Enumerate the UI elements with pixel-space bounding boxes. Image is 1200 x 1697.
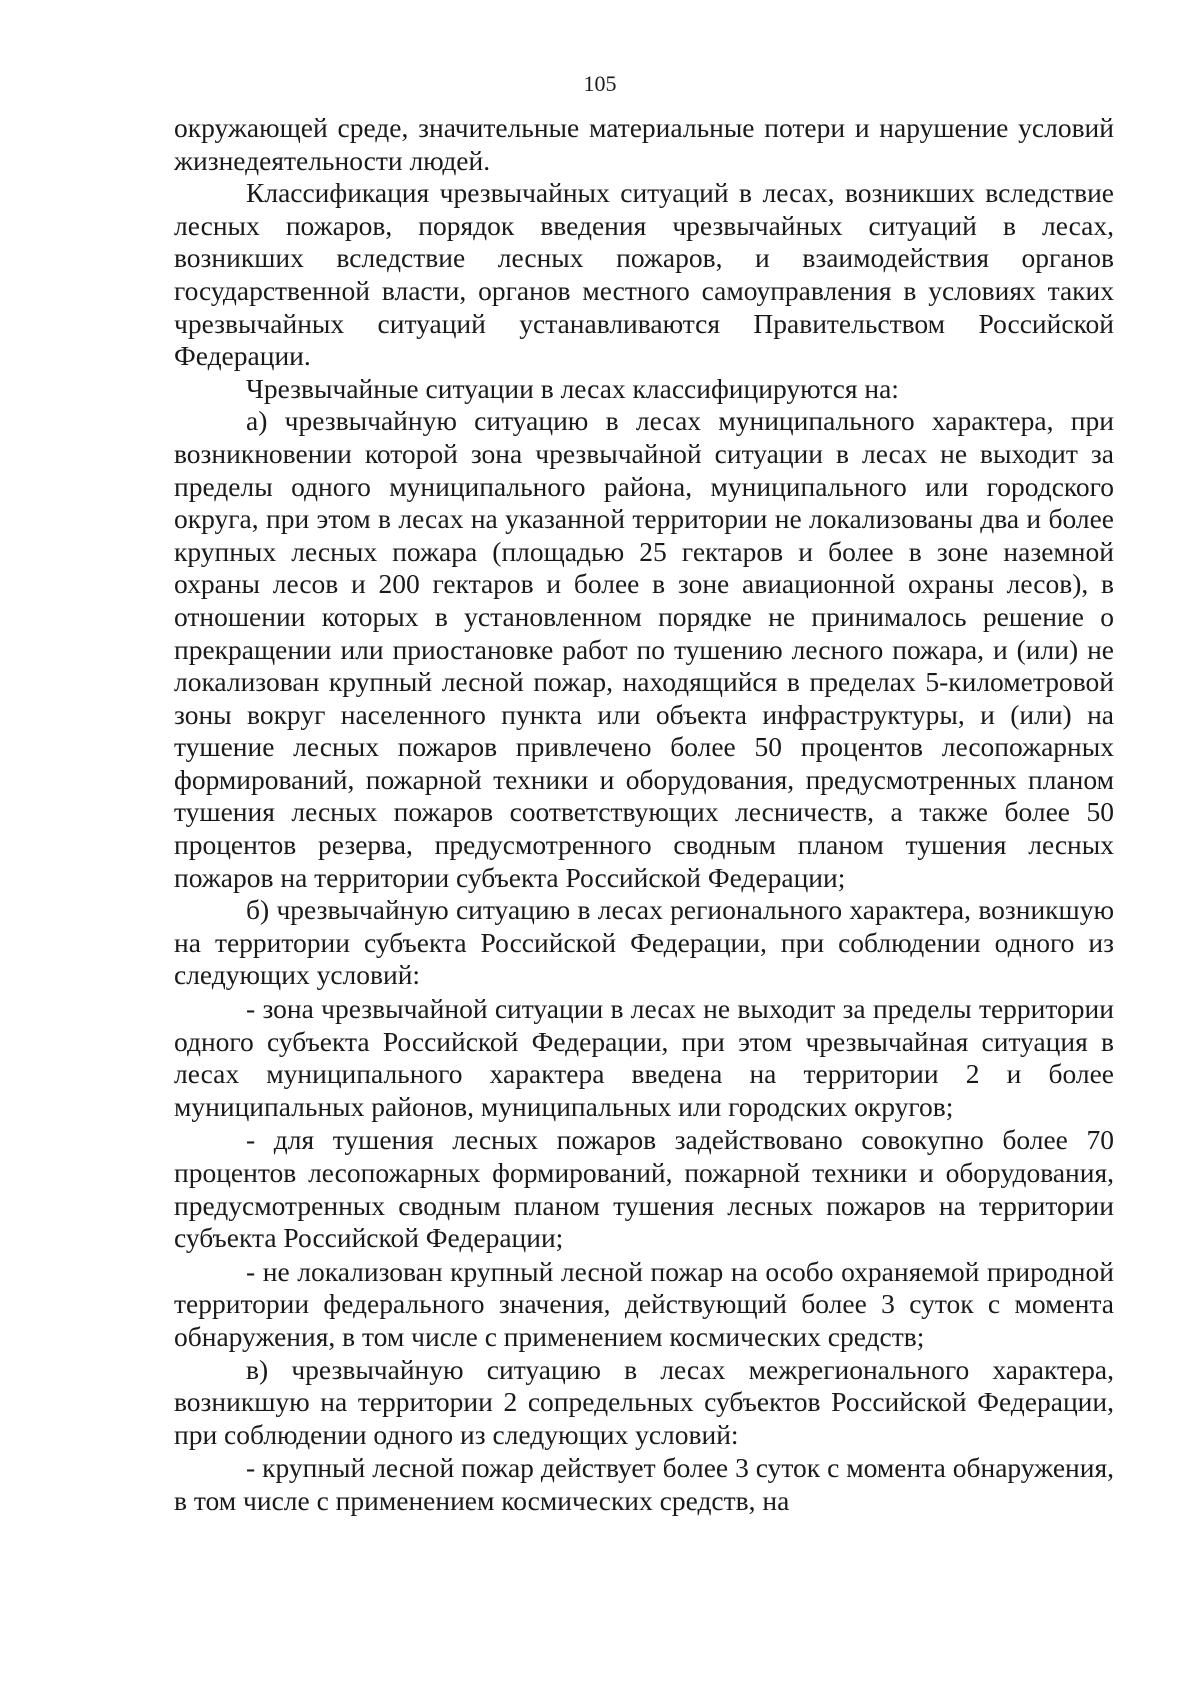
page-number: 105 bbox=[583, 71, 617, 96]
list-item-regional-condition-1: - зона чрезвычайной ситуации в лесах не выходит за пределы территории одного субъекта Российской Федерации, при этом чрезвычайная ситуация в лесах муниципального характера введена на территории 2 и более муниципальных районов, муниципальных или городских округов; bbox=[174, 993, 1114, 1122]
list-item-interregional-condition-1: - крупный лесной пожар действует более 3 суток с момента обнаружения, в том числе с применением космических средств, на bbox=[174, 1452, 1114, 1516]
paragraph-item-v-interregional: в) чрезвычайную ситуацию в лесах межрегионального характера, возникшую на территории 2 сопредельных субъектов Российской Федерации, при соблюдении одного из следующих условий: bbox=[174, 1353, 1114, 1450]
paragraph-continuation: окружающей среде, значительные материальные потери и нарушение условий жизнедеятельности людей. bbox=[174, 112, 1114, 176]
list-item-regional-condition-3: - не локализован крупный лесной пожар на особо охраняемой природной территории федерального значения, действующий более 3 суток с момента обнаружения, в том числе с применением космических средств; bbox=[174, 1255, 1114, 1352]
paragraph-classification-intro: Чрезвычайные ситуации в лесах классифицируются на: bbox=[246, 372, 899, 404]
document-body bbox=[174, 112, 1114, 1518]
list-item-regional-condition-2: - для тушения лесных пожаров задействовано совокупно более 70 процентов лесопожарных формирований, пожарной техники и оборудования, предусмотренных сводным планом тушения лесных пожаров на территории субъекта Российской Федерации; bbox=[174, 1124, 1114, 1254]
paragraph-item-b-regional: б) чрезвычайную ситуацию в лесах регионального характера, возникшую на территории субъекта Российской Федерации, при соблюдении одного из следующих условий: bbox=[174, 894, 1114, 991]
paragraph-classification-rules: Классификация чрезвычайных ситуаций в лесах, возникших вследствие лесных пожаров, порядок введения чрезвычайных ситуаций в лесах, возникших вследствие лесных пожаров, и взаимодействия органов государственной власти, органов местного самоуправления в условиях таких чрезвычайных ситуаций устанавливаются Правительством Российской Федерации. bbox=[174, 177, 1114, 372]
paragraph-item-a-municipal: а) чрезвычайную ситуацию в лесах муниципального характера, при возникновении которой зона чрезвычайной ситуации в лесах не выходит за пределы одного муниципального района, муниципального или городского округа, при этом в лесах на указанной территории не локализованы два и более крупных лесных пожара (площадью 25 гектаров и более в зоне наземной охраны лесов и 200 гектаров и более в зоне авиационной охраны лесов), в отношении которых в установленном порядке не принималось решение о прекращении или приостановке работ по тушению лесного пожара, и (или) не локализован крупный лесной пожар, находящийся в пределах 5-километровой зоны вокруг населенного пункта или объекта инфраструктуры, и (или) на тушение лесных пожаров привлечено более 50 процентов лесопожарных формирований, пожарной техники и оборудования, предусмотренных планом тушения лесных пожаров соответствующих лесничеств, а также более 50 процентов резерва, предусмотренного сводным планом тушения лесных пожаров на территории субъекта Российской Федерации; bbox=[174, 405, 1114, 893]
